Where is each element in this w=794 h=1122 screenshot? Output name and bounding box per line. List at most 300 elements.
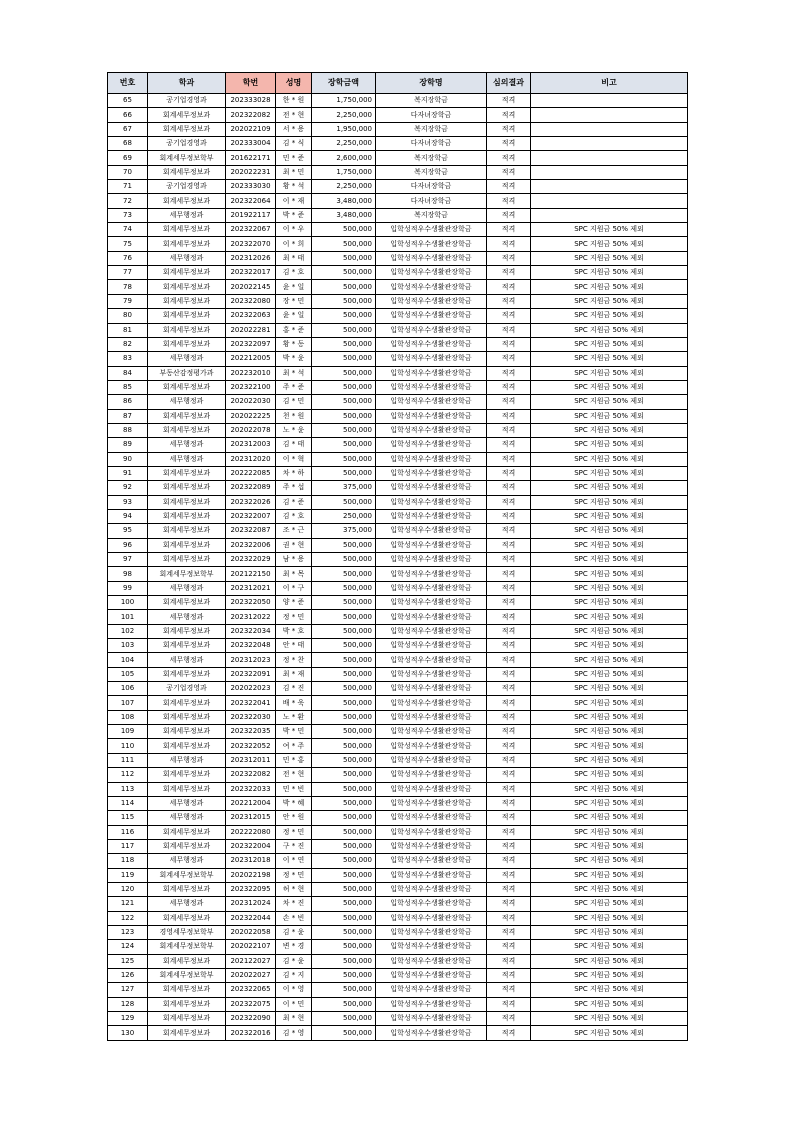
cell-review: 적격 [487,839,531,853]
cell-scholarship: 입학성적우수생활관장학금 [376,696,487,710]
cell-name: 정 * 민 [276,610,312,624]
cell-name: 김 * 윤 [276,954,312,968]
cell-scholarship: 입학성적우수생활관장학금 [376,782,487,796]
cell-scholarship: 입학성적우수생활관장학금 [376,323,487,337]
cell-scholarship: 입학성적우수생활관장학금 [376,854,487,868]
cell-scholarship: 입학성적우수생활관장학금 [376,380,487,394]
cell-student-id: 202122150 [226,567,276,581]
table-row [108,725,688,739]
cell-scholarship: 입학성적우수생활관장학금 [376,266,487,280]
cell-dept: 세무행정과 [148,208,226,222]
cell-dept: 회계세무정보과 [148,194,226,208]
cell-note: SPC 지원금 50% 제외 [531,309,688,323]
cell-name: 김 * 호 [276,509,312,523]
cell-note: SPC 지원금 50% 제외 [531,509,688,523]
cell-review: 적격 [487,882,531,896]
cell-dept: 회계세무정보과 [148,280,226,294]
cell-student-id: 202022145 [226,280,276,294]
cell-review: 적격 [487,409,531,423]
cell-scholarship: 입학성적우수생활관장학금 [376,466,487,480]
cell-name: 구 * 진 [276,839,312,853]
cell-dept: 회계세무정보과 [148,223,226,237]
cell-amount: 500,000 [312,839,376,853]
cell-note [531,194,688,208]
cell-dept: 회계세무정보학부 [148,868,226,882]
table-row [108,380,688,394]
cell-note: SPC 지원금 50% 제외 [531,294,688,308]
cell-student-id: 202322035 [226,725,276,739]
cell-review: 적격 [487,151,531,165]
cell-note: SPC 지원금 50% 제외 [531,323,688,337]
cell-name: 황 * 석 [276,180,312,194]
cell-dept: 회계세무정보과 [148,294,226,308]
cell-note [531,94,688,108]
cell-review: 적격 [487,438,531,452]
cell-scholarship: 입학성적우수생활관장학금 [376,495,487,509]
cell-review: 적격 [487,940,531,954]
cell-review: 적격 [487,223,531,237]
table-row [108,409,688,423]
cell-amount: 500,000 [312,710,376,724]
table-row [108,868,688,882]
cell-no: 125 [108,954,148,968]
cell-amount: 500,000 [312,223,376,237]
cell-scholarship: 다자녀장학금 [376,180,487,194]
table-row [108,581,688,595]
cell-review: 적격 [487,782,531,796]
cell-note: SPC 지원금 50% 제외 [531,811,688,825]
cell-no: 122 [108,911,148,925]
cell-amount: 3,480,000 [312,208,376,222]
cell-name: 차 * 진 [276,897,312,911]
cell-name: 김 * 윤 [276,925,312,939]
cell-note: SPC 지원금 50% 제외 [531,596,688,610]
cell-dept: 회계세무정보학부 [148,151,226,165]
table-row [108,309,688,323]
cell-amount: 500,000 [312,409,376,423]
cell-dept: 세무행정과 [148,395,226,409]
cell-review: 적격 [487,725,531,739]
cell-dept: 회계세무정보과 [148,237,226,251]
cell-dept: 회계세무정보과 [148,782,226,796]
cell-scholarship: 입학성적우수생활관장학금 [376,567,487,581]
cell-amount: 500,000 [312,380,376,394]
table-row [108,495,688,509]
cell-dept: 회계세무정보과 [148,624,226,638]
cell-student-id: 201922117 [226,208,276,222]
cell-review: 적격 [487,251,531,265]
cell-amount: 500,000 [312,897,376,911]
cell-amount: 500,000 [312,667,376,681]
cell-note: SPC 지원금 50% 제외 [531,423,688,437]
cell-no: 88 [108,423,148,437]
cell-dept: 회계세무정보과 [148,839,226,853]
cell-amount: 500,000 [312,768,376,782]
cell-review: 적격 [487,868,531,882]
cell-note: SPC 지원금 50% 제외 [531,854,688,868]
cell-note: SPC 지원금 50% 제외 [531,940,688,954]
cell-scholarship: 복지장학금 [376,208,487,222]
cell-dept: 회계세무정보과 [148,309,226,323]
cell-scholarship: 입학성적우수생활관장학금 [376,639,487,653]
header-amount: 장학금액 [312,73,376,94]
cell-name: 이 * 영 [276,983,312,997]
cell-note: SPC 지원금 50% 제외 [531,1026,688,1040]
cell-student-id: 202022027 [226,968,276,982]
cell-scholarship: 입학성적우수생활관장학금 [376,409,487,423]
cell-no: 96 [108,538,148,552]
cell-scholarship: 입학성적우수생활관장학금 [376,596,487,610]
cell-note: SPC 지원금 50% 제외 [531,983,688,997]
cell-scholarship: 입학성적우수생활관장학금 [376,309,487,323]
cell-note: SPC 지원금 50% 제외 [531,954,688,968]
cell-review: 적격 [487,753,531,767]
cell-scholarship: 복지장학금 [376,151,487,165]
cell-amount: 500,000 [312,466,376,480]
cell-no: 97 [108,553,148,567]
cell-dept: 회계세무정보과 [148,122,226,136]
table-row [108,667,688,681]
cell-student-id: 202322017 [226,266,276,280]
cell-scholarship: 입학성적우수생활관장학금 [376,481,487,495]
cell-scholarship: 다자녀장학금 [376,137,487,151]
cell-dept: 회계세무정보과 [148,323,226,337]
table-row [108,180,688,194]
cell-student-id: 202022058 [226,925,276,939]
cell-name: 윤 * 일 [276,280,312,294]
cell-dept: 회계세무정보과 [148,639,226,653]
cell-amount: 500,000 [312,997,376,1011]
cell-dept: 회계세무정보과 [148,553,226,567]
cell-amount: 500,000 [312,682,376,696]
cell-dept: 회계세무정보과 [148,1012,226,1026]
cell-note: SPC 지원금 50% 제외 [531,911,688,925]
cell-note [531,208,688,222]
table-row [108,524,688,538]
cell-name: 윤 * 일 [276,309,312,323]
cell-student-id: 202022225 [226,409,276,423]
cell-dept: 회계세무정보학부 [148,940,226,954]
cell-no: 82 [108,337,148,351]
cell-name: 여 * 주 [276,739,312,753]
cell-note: SPC 지원금 50% 제외 [531,581,688,595]
cell-no: 65 [108,94,148,108]
cell-dept: 세무행정과 [148,610,226,624]
cell-student-id: 202312018 [226,854,276,868]
cell-dept: 회계세무정보과 [148,524,226,538]
cell-no: 127 [108,983,148,997]
cell-review: 적격 [487,208,531,222]
cell-dept: 세무행정과 [148,352,226,366]
cell-review: 적격 [487,352,531,366]
cell-dept: 회계세무정보과 [148,538,226,552]
cell-name: 박 * 혜 [276,796,312,810]
cell-review: 적격 [487,553,531,567]
table-row [108,337,688,351]
cell-no: 106 [108,682,148,696]
cell-name: 김 * 영 [276,1026,312,1040]
cell-no: 98 [108,567,148,581]
cell-dept: 공기업경영과 [148,137,226,151]
cell-student-id: 202322080 [226,294,276,308]
cell-scholarship: 입학성적우수생활관장학금 [376,983,487,997]
cell-name: 한 * 원 [276,94,312,108]
cell-student-id: 202322065 [226,983,276,997]
cell-amount: 2,600,000 [312,151,376,165]
cell-student-id: 202312024 [226,897,276,911]
cell-scholarship: 입학성적우수생활관장학금 [376,925,487,939]
cell-note: SPC 지원금 50% 제외 [531,825,688,839]
header-no: 번호 [108,73,148,94]
scholarship-table [107,72,688,1041]
cell-name: 이 * 우 [276,223,312,237]
cell-amount: 500,000 [312,739,376,753]
table-row [108,567,688,581]
cell-note [531,151,688,165]
cell-name: 안 * 태 [276,639,312,653]
cell-student-id: 202312022 [226,610,276,624]
cell-student-id: 202322075 [226,997,276,1011]
cell-dept: 회계세무정보과 [148,266,226,280]
cell-note: SPC 지원금 50% 제외 [531,725,688,739]
cell-review: 적격 [487,509,531,523]
cell-no: 80 [108,309,148,323]
cell-name: 주 * 섭 [276,481,312,495]
cell-no: 79 [108,294,148,308]
cell-student-id: 202022109 [226,122,276,136]
cell-dept: 회계세무정보과 [148,997,226,1011]
cell-no: 72 [108,194,148,208]
cell-name: 정 * 민 [276,868,312,882]
cell-no: 124 [108,940,148,954]
table-row [108,294,688,308]
cell-amount: 500,000 [312,538,376,552]
cell-amount: 500,000 [312,911,376,925]
cell-name: 이 * 재 [276,194,312,208]
cell-scholarship: 복지장학금 [376,122,487,136]
cell-name: 홍 * 준 [276,323,312,337]
cell-name: 정 * 민 [276,825,312,839]
cell-no: 107 [108,696,148,710]
cell-no: 121 [108,897,148,911]
cell-amount: 2,250,000 [312,108,376,122]
table-row [108,968,688,982]
header-dept: 학과 [148,73,226,94]
cell-name: 차 * 하 [276,466,312,480]
cell-amount: 500,000 [312,495,376,509]
cell-review: 적격 [487,624,531,638]
cell-dept: 세무행정과 [148,251,226,265]
cell-dept: 회계세무정보과 [148,954,226,968]
cell-no: 87 [108,409,148,423]
cell-review: 적격 [487,639,531,653]
cell-amount: 1,750,000 [312,165,376,179]
cell-student-id: 202312026 [226,251,276,265]
table-row [108,596,688,610]
cell-review: 적격 [487,667,531,681]
cell-amount: 500,000 [312,1026,376,1040]
cell-name: 이 * 구 [276,581,312,595]
cell-scholarship: 입학성적우수생활관장학금 [376,524,487,538]
cell-review: 적격 [487,380,531,394]
cell-dept: 세무행정과 [148,811,226,825]
cell-review: 적격 [487,682,531,696]
cell-review: 적격 [487,452,531,466]
cell-scholarship: 입학성적우수생활관장학금 [376,553,487,567]
cell-review: 적격 [487,710,531,724]
cell-note: SPC 지원금 50% 제외 [531,882,688,896]
header-row [108,73,688,94]
cell-amount: 2,250,000 [312,137,376,151]
cell-no: 75 [108,237,148,251]
cell-name: 김 * 준 [276,495,312,509]
cell-scholarship: 입학성적우수생활관장학금 [376,739,487,753]
cell-name: 노 * 윤 [276,423,312,437]
cell-amount: 2,250,000 [312,180,376,194]
cell-no: 126 [108,968,148,982]
cell-note: SPC 지원금 50% 제외 [531,639,688,653]
table-row [108,509,688,523]
table-row [108,323,688,337]
cell-no: 73 [108,208,148,222]
cell-dept: 회계세무정보과 [148,882,226,896]
cell-student-id: 202212004 [226,796,276,810]
table-row [108,1026,688,1040]
cell-dept: 회계세무정보과 [148,165,226,179]
cell-note: SPC 지원금 50% 제외 [531,1012,688,1026]
cell-name: 전 * 현 [276,768,312,782]
cell-review: 적격 [487,495,531,509]
cell-no: 78 [108,280,148,294]
cell-scholarship: 입학성적우수생활관장학금 [376,438,487,452]
cell-scholarship: 입학성적우수생활관장학금 [376,509,487,523]
cell-review: 적격 [487,108,531,122]
cell-student-id: 202312020 [226,452,276,466]
cell-note: SPC 지원금 50% 제외 [531,710,688,724]
cell-dept: 회계세무정보과 [148,983,226,997]
cell-student-id: 202322033 [226,782,276,796]
cell-no: 113 [108,782,148,796]
cell-no: 117 [108,839,148,853]
cell-no: 68 [108,137,148,151]
cell-note: SPC 지원금 50% 제외 [531,753,688,767]
cell-amount: 375,000 [312,481,376,495]
cell-student-id: 202312011 [226,753,276,767]
cell-name: 황 * 동 [276,337,312,351]
cell-amount: 500,000 [312,983,376,997]
table-row [108,954,688,968]
cell-note: SPC 지원금 50% 제외 [531,251,688,265]
cell-note: SPC 지원금 50% 제외 [531,696,688,710]
cell-no: 99 [108,581,148,595]
cell-amount: 500,000 [312,782,376,796]
cell-no: 84 [108,366,148,380]
cell-name: 최 * 현 [276,1012,312,1026]
cell-student-id: 202322016 [226,1026,276,1040]
cell-scholarship: 입학성적우수생활관장학금 [376,954,487,968]
cell-no: 102 [108,624,148,638]
table-row [108,925,688,939]
cell-student-id: 202022107 [226,940,276,954]
cell-review: 적격 [487,466,531,480]
cell-amount: 500,000 [312,352,376,366]
cell-scholarship: 입학성적우수생활관장학금 [376,968,487,982]
cell-no: 110 [108,739,148,753]
cell-amount: 500,000 [312,725,376,739]
cell-scholarship: 입학성적우수생활관장학금 [376,337,487,351]
cell-dept: 회계세무정보과 [148,481,226,495]
cell-scholarship: 입학성적우수생활관장학금 [376,667,487,681]
cell-student-id: 202322067 [226,223,276,237]
cell-scholarship: 입학성적우수생활관장학금 [376,1012,487,1026]
cell-name: 천 * 원 [276,409,312,423]
cell-amount: 500,000 [312,280,376,294]
cell-note: SPC 지원금 50% 제외 [531,538,688,552]
cell-review: 적격 [487,796,531,810]
cell-review: 적격 [487,337,531,351]
cell-note: SPC 지원금 50% 제외 [531,237,688,251]
cell-name: 양 * 준 [276,596,312,610]
cell-no: 116 [108,825,148,839]
cell-amount: 500,000 [312,925,376,939]
cell-scholarship: 입학성적우수생활관장학금 [376,839,487,853]
cell-note: SPC 지원금 50% 제외 [531,352,688,366]
cell-student-id: 202322091 [226,667,276,681]
cell-student-id: 202312023 [226,653,276,667]
cell-student-id: 202322007 [226,509,276,523]
cell-no: 115 [108,811,148,825]
cell-dept: 경영세무정보학부 [148,925,226,939]
table-row [108,624,688,638]
cell-no: 74 [108,223,148,237]
cell-review: 적격 [487,581,531,595]
cell-name: 안 * 원 [276,811,312,825]
cell-scholarship: 입학성적우수생활관장학금 [376,682,487,696]
cell-no: 86 [108,395,148,409]
header-note: 비고 [531,73,688,94]
cell-amount: 500,000 [312,825,376,839]
cell-dept: 세무행정과 [148,854,226,868]
cell-dept: 세무행정과 [148,653,226,667]
cell-review: 적격 [487,968,531,982]
cell-name: 최 * 석 [276,366,312,380]
cell-name: 박 * 호 [276,624,312,638]
cell-review: 적격 [487,481,531,495]
header-review: 심의결과 [487,73,531,94]
cell-no: 95 [108,524,148,538]
cell-dept: 공기업경영과 [148,94,226,108]
table-row [108,122,688,136]
cell-amount: 500,000 [312,868,376,882]
cell-review: 적격 [487,395,531,409]
cell-review: 적격 [487,897,531,911]
cell-review: 적격 [487,739,531,753]
cell-no: 89 [108,438,148,452]
cell-student-id: 202322030 [226,710,276,724]
cell-no: 129 [108,1012,148,1026]
cell-note [531,122,688,136]
cell-no: 90 [108,452,148,466]
cell-review: 적격 [487,825,531,839]
cell-no: 105 [108,667,148,681]
cell-review: 적격 [487,1012,531,1026]
cell-name: 박 * 준 [276,208,312,222]
cell-student-id: 202322070 [226,237,276,251]
cell-scholarship: 입학성적우수생활관장학금 [376,710,487,724]
table-row [108,710,688,724]
cell-amount: 500,000 [312,882,376,896]
cell-name: 남 * 용 [276,553,312,567]
